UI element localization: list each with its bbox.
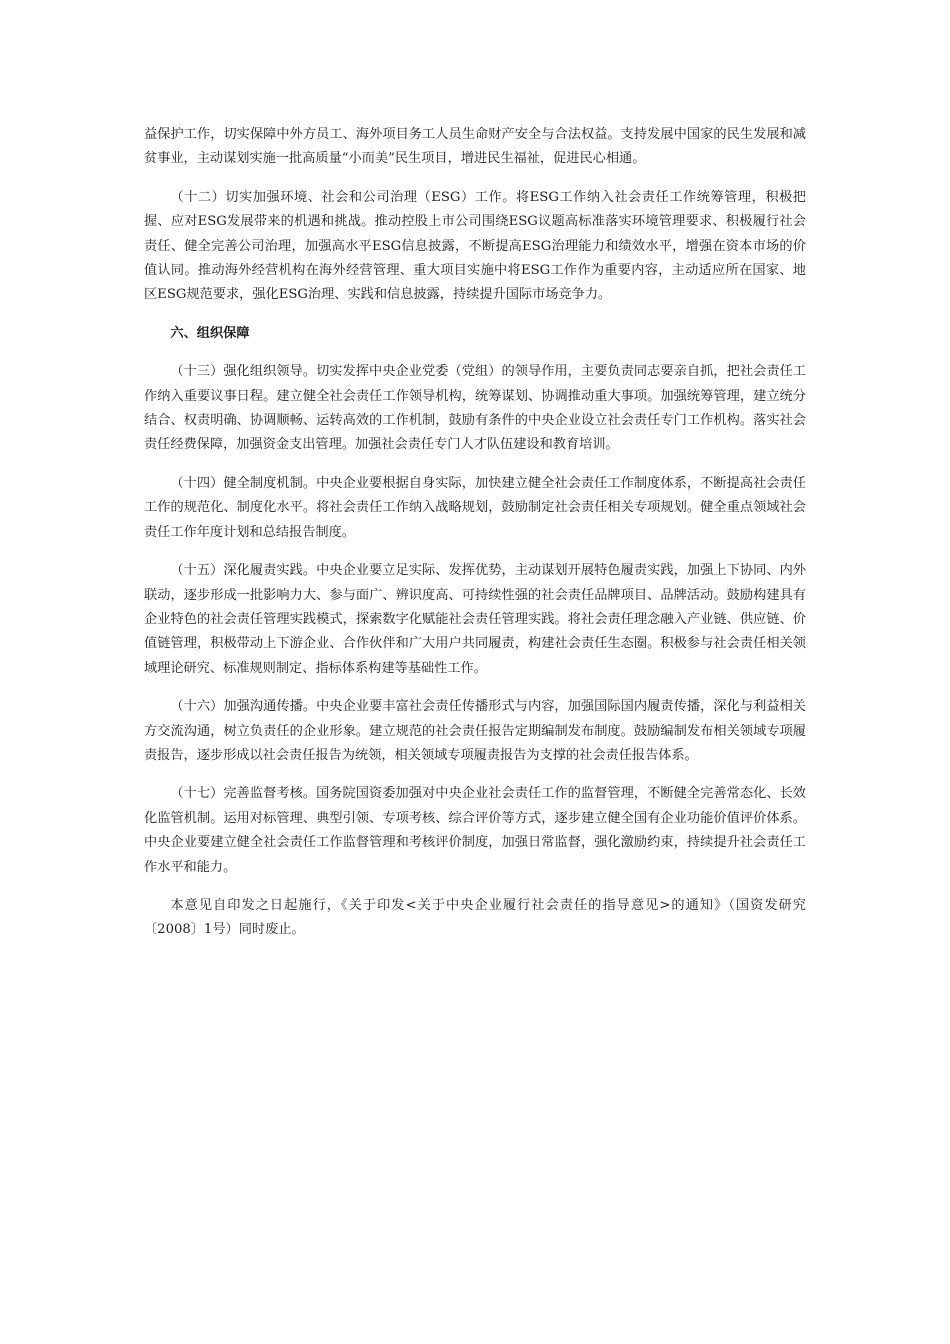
document-page (144, 123, 806, 957)
paragraph-item-16-communication: （十六）加强沟通传播。中央企业要丰富社会责任传播形式与内容，加强国际国内履责传播，深化与利益相关方交流沟通，树立负责任的企业形象。建立规范的社会责任报告定期编制发布制度。鼓励编制发布相关领域专项履责报告，逐步形成以社会责任报告为统领，相关领域专项履责报告为支撑的社会责任报告体系。 (144, 699, 806, 763)
section-heading-organization: 六、组织保障 (170, 325, 250, 341)
paragraph-item-14-system: （十四）健全制度机制。中央企业要根据自身实际，加快建立健全社会责任工作制度体系，不断提高社会责任工作的规范化、制度化水平。将社会责任工作纳入战略规划，鼓励制定社会责任相关专项规划。健全重点领域社会责任工作年度计划和总结报告制度。 (144, 475, 806, 540)
paragraph-item-12-esg: （十二）切实加强环境、社会和公司治理（ESG）工作。将ESG工作纳入社会责任工作统筹管理，积极把握、应对ESG发展带来的机遇和挑战。推动控股上市公司围绕ESG议题高标准落实环境管理要求、积极履行社会责任、健全完善公司治理，加强高水平ESG信息披露，不断提高ESG治理能力和绩效水平，增强在资本市场的价值认同。推动海外经营机构在海外经营管理、重大项目实施中将ESG工作作为重要内容，主动适应所在国家、地区ESG规范要求，强化ESG治理、实践和信息披露，持续提升国际市场竞争力。 (144, 189, 806, 303)
paragraph-item-17-supervision: （十七）完善监督考核。国务院国资委加强对中央企业社会责任工作的监督管理，不断健全完善常态化、长效化监管机制。运用对标管理、典型引领、专项考核、综合评价等方式，逐步建立健全国有企业功能价值评价体系。中央企业要建立健全社会责任工作监督管理和考核评价制度，加强日常监督，强化激励约束，持续提升社会责任工作水平和能力。 (144, 786, 806, 875)
paragraph-effective-date: 本意见自印发之日起施行，《关于印发<关于中央企业履行社会责任的指导意见>的通知》（国资发研究〔2008〕1号）同时废止。 (144, 897, 806, 938)
paragraph-item-13-leadership: （十三）强化组织领导。切实发挥中央企业党委（党组）的领导作用，主要负责同志要亲自抓，把社会责任工作纳入重要议事日程。建立健全社会责任工作领导机构，统筹谋划、协调推动重大事项。加强统筹管理，建立统分结合、权责明确、协调顺畅、运转高效的工作机制，鼓励有条件的中央企业设立社会责任专门工作机构。落实社会责任经费保障，加强资金支出管理。加强社会责任专门人才队伍建设和教育培训。 (144, 364, 806, 453)
paragraph-continuation: 益保护工作，切实保障中外方员工、海外项目务工人员生命财产安全与合法权益。支持发展中国家的民生发展和减贫事业，主动谋划实施一批高质量“小而美”民生项目，增进民生福祉，促进民心相通。 (144, 127, 806, 167)
paragraph-item-15-practice: （十五）深化履责实践。中央企业要立足实际、发挥优势，主动谋划开展特色履责实践，加强上下协同、内外联动，逐步形成一批影响力大、参与面广、辨识度高、可持续性强的社会责任品牌项目、品牌活动。鼓励构建具有企业特色的社会责任管理实践模式，探索数字化赋能社会责任管理实践。将社会责任理念融入产业链、供应链、价值链管理，积极带动上下游企业、合作伙伴和广大用户共同履责，构建社会责任生态圈。积极参与社会责任相关领域理论研究、标准规则制定、指标体系构建等基础性工作。 (144, 563, 806, 676)
